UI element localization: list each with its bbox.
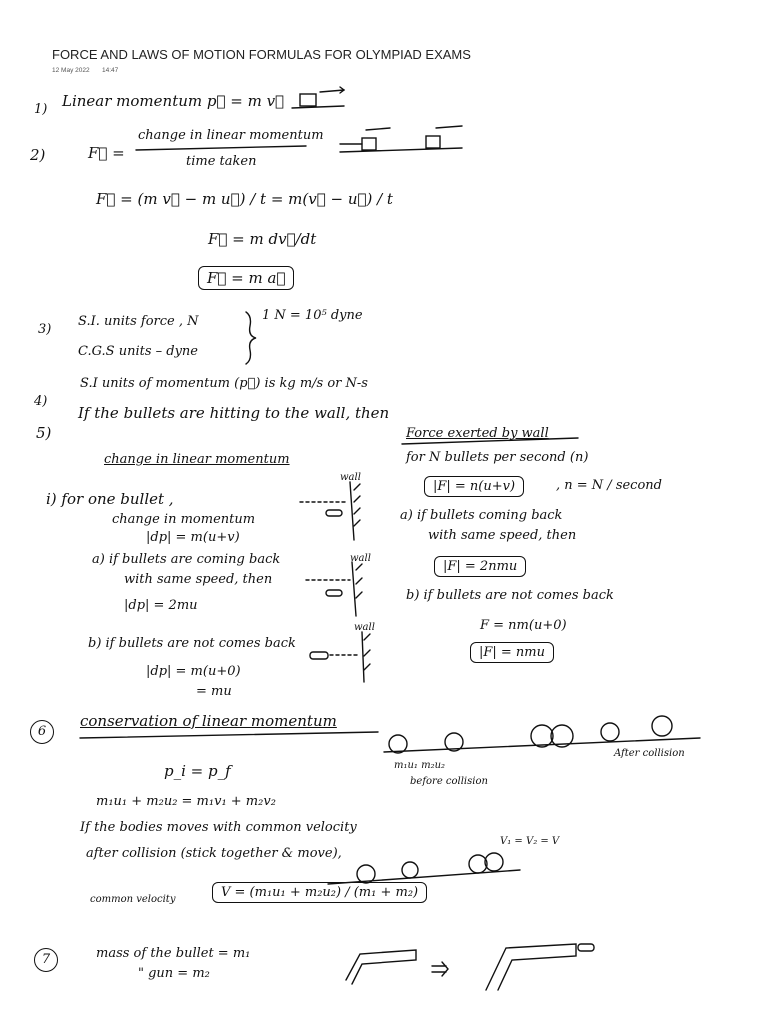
page-time: 14:47 [102, 67, 119, 74]
wall-label-2: wall [350, 553, 371, 564]
ball-collide-1 [531, 725, 553, 747]
bullets-not-coming-back: b) if bullets are not comes back [88, 636, 296, 651]
right-case-a-2: with same speed, then [428, 528, 577, 543]
common-velocity-text: If the bodies moves with common velocity [80, 820, 357, 835]
bullet-2 [326, 590, 342, 596]
common-velocity-text-2: after collision (stick together & move), [86, 846, 342, 861]
force-numerator: change in linear momentum [138, 128, 324, 143]
force-denominator: time taken [186, 154, 257, 169]
force-n-bullets-box: |F| = n(u+v) [424, 476, 524, 497]
sec1-mass-block [300, 94, 316, 106]
mu-labels: m₁u₁ m₂u₂ [394, 760, 446, 771]
units-bracket [246, 312, 256, 364]
momentum-units: S.I units of momentum (p⃗) is kg m/s or N-s [80, 376, 368, 391]
ball-m1-after [601, 723, 619, 741]
bullet-1 [326, 510, 342, 516]
section-4-number: 4) [34, 394, 48, 409]
ball-m1-before [389, 735, 407, 753]
not-coming-back-result: = mu [196, 684, 232, 699]
ball-stuck-2 [485, 853, 503, 871]
coming-back-equation: |dp| = 2mu [124, 598, 198, 613]
after-collision-label: After collision [614, 748, 685, 759]
sec2-block-final [426, 136, 440, 148]
cgs-unit-force: C.G.S units – dyne [78, 344, 199, 359]
force-exerted-heading: Force exerted by wall [406, 426, 549, 441]
sec2-v-arrow [436, 126, 462, 128]
bullets-coming-back: a) if bullets are coming back [92, 552, 281, 567]
wall-label-1: wall [340, 472, 361, 483]
sec2-u-arrow [366, 128, 390, 130]
momentum-equality: p_i = p_f [164, 762, 231, 780]
sec6-ground-line [384, 738, 700, 752]
right-case-b: b) if bullets are not comes back [406, 588, 614, 603]
force-2nmu-box: |F| = 2nmu [434, 556, 526, 577]
sec2-block-initial [362, 138, 376, 150]
before-collision-label: before collision [410, 776, 488, 787]
not-coming-back-equation: |dp| = m(u+0) [146, 664, 241, 679]
page-title: FORCE AND LAWS OF MOTION FORMULAS FOR OLYMPIAD EXAMS [52, 47, 471, 62]
bullet-fired [578, 944, 594, 951]
common-velocity-box: V = (m₁u₁ + m₂u₂) / (m₁ + m₂) [212, 882, 427, 903]
conservation-heading: conservation of linear momentum [80, 712, 337, 730]
si-unit-force: S.I. units force , N [78, 314, 199, 329]
bullets-wall-intro: If the bullets are hitting to the wall, then [78, 404, 390, 422]
change-momentum-heading: change in linear momentum [104, 452, 290, 467]
change-in-momentum-label: change in momentum [112, 512, 256, 527]
one-bullet-equation: |dp| = m(u+v) [146, 530, 240, 545]
ball-m2-after [652, 716, 672, 736]
section-6-number: 6 [30, 720, 54, 744]
conservation-equation: m₁u₁ + m₂u₂ = m₁v₁ + m₂v₂ [96, 794, 276, 809]
sec1-velocity-arrow [320, 90, 344, 92]
right-case-a: a) if bullets coming back [400, 508, 563, 523]
force-equation-2: F⃗ = m dv⃗/dt [208, 230, 317, 248]
force-nmu-box: |F| = nmu [470, 642, 554, 663]
section-2-number: 2) [30, 146, 46, 164]
implies-arrow [432, 962, 448, 976]
sec2-ground-line [340, 148, 462, 152]
wall-1 [350, 482, 354, 540]
gun-sketch-2 [486, 944, 576, 990]
force-fraction-line [136, 146, 306, 150]
wall-label-3: wall [354, 622, 375, 633]
ball-stuck-1 [469, 855, 487, 873]
ball-m2-common [402, 862, 418, 878]
force-equation-1: F⃗ = (m v⃗ − m u⃗) / t = m(v⃗ − u⃗) / t [96, 190, 393, 208]
bullet-mass: mass of the bullet = m₁ [96, 946, 251, 961]
newton-dyne-relation: 1 N = 10⁵ dyne [262, 308, 363, 323]
section-5-number: 5) [36, 424, 52, 442]
force-label: F⃗ = [88, 144, 125, 162]
section-7-number: 7 [34, 948, 58, 972]
gun-mass: " gun = m₂ [138, 966, 210, 981]
n-definition: , n = N / second [556, 478, 662, 493]
section-1-number: 1) [34, 102, 48, 117]
n-bullets-per-second: for N bullets per second (n) [406, 450, 589, 465]
equal-velocity-label: V₁ = V₂ = V [500, 836, 560, 847]
gun-sketch-1 [346, 950, 416, 984]
bullets-coming-back-2: with same speed, then [124, 572, 273, 587]
one-bullet-case: i) for one bullet , [46, 490, 174, 508]
common-velocity-label: common velocity [90, 894, 176, 905]
linear-momentum-formula: Linear momentum p⃗ = m v⃗ [62, 92, 285, 110]
section-3-number: 3) [38, 322, 52, 337]
page-date: 12 May 2022 [52, 67, 90, 74]
bullet-3 [310, 652, 328, 659]
right-case-b-equation: F = nm(u+0) [480, 618, 567, 633]
ball-m1-common [357, 865, 375, 883]
force-boxed-formula: F⃗ = m a⃗ [198, 266, 294, 290]
